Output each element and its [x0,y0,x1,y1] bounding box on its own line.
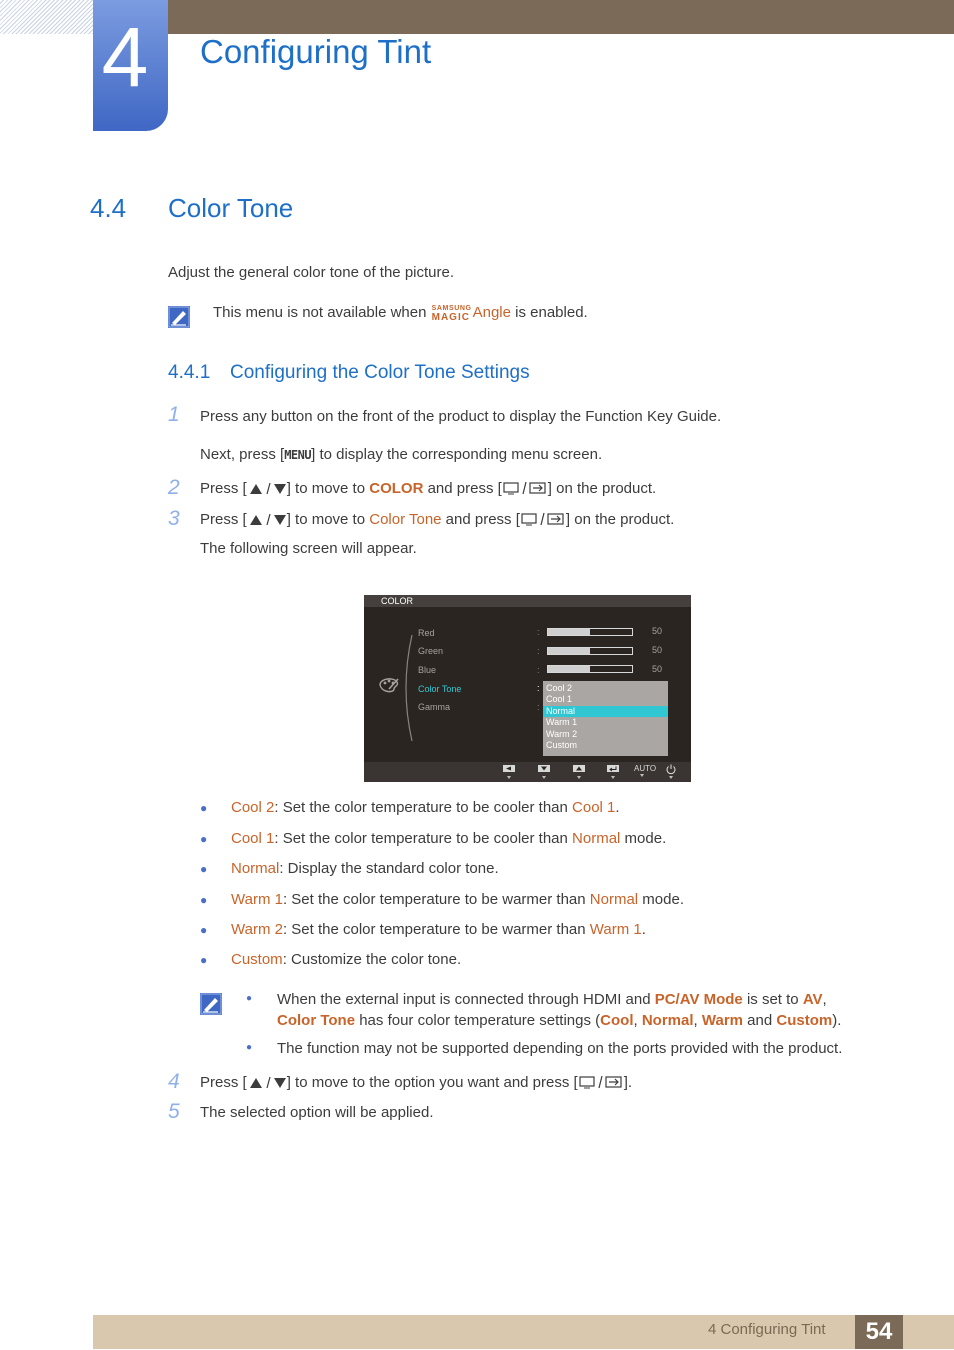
source-enter-icon [578,1075,624,1089]
bullet-term: Normal [231,860,280,877]
bullet-ref: Normal [589,891,639,908]
bullet-term: Warm 2 [231,921,283,938]
section-number: 4.4 [90,193,127,223]
bullet-ref: Warm 1 [589,921,642,938]
osd-colon: : [537,683,540,693]
samsung-magic-logo [432,305,472,322]
green-level-fill [548,648,590,654]
normal-term: Normal [641,1012,694,1029]
subsection-title: Configuring the Color Tone Settings [230,362,530,383]
note-icon [168,306,190,328]
step-3-c: and press [ [441,511,520,528]
magic-bottom: MAGIC [431,312,470,323]
option-warm-2: Warm 2 [546,729,578,739]
subsection-number: 4.4.1 [168,362,211,383]
step-3-number: 3 [168,507,180,530]
header-band [93,0,954,34]
note-icon [200,993,222,1015]
up-button-icon [572,765,586,780]
section-title: Color Tone [168,193,294,223]
green-level-bar [547,647,633,655]
step-2-text [200,480,656,498]
step-2-a: Press [ [200,480,247,497]
osd-item-green: Green [418,646,444,656]
bullet-term: Cool 2 [231,799,275,816]
note-text-after: is enabled. [510,304,588,321]
header-hatch [0,0,93,34]
bullet-desc: : Set the color temperature to be cooler than [274,799,573,816]
bullet-desc: : Set the color temperature to be warmer than [282,921,590,938]
step-2-number: 2 [168,476,180,499]
bullet-end: . [615,799,620,816]
bullet-term: Cool 1 [231,830,275,847]
note2-line-3: The function may not be supported depending on the ports provided with the product. [277,1040,843,1057]
bullet-warm-2 [231,921,646,939]
source-enter-icon [520,512,566,526]
step-3-highlight: Color Tone [369,511,442,528]
green-value: 50 [652,645,663,655]
note2-text: , [822,991,827,1008]
bullet-dot: ● [246,993,253,1004]
osd-colon: : [537,702,540,712]
bullet-end: mode. [620,830,667,847]
bullet-desc: : Display the standard color tone. [279,860,499,877]
osd-item-red: Red [418,628,435,638]
step-1b-before: Next, press [ [200,446,285,463]
enter-button-icon [606,765,620,780]
blue-value: 50 [652,664,663,674]
bullet-dot: ● [200,832,208,846]
auto-arrow-icon [637,773,647,779]
option-custom: Custom [546,740,578,750]
color-tone-dropdown [543,681,668,756]
up-down-arrow-icon [247,482,287,495]
osd-item-blue: Blue [418,665,437,675]
bullet-cool-1 [231,830,666,848]
step-2-b: ] to move to [286,480,370,497]
blue-level-fill [548,666,590,672]
osd-colon: : [537,627,540,637]
step-4-a: Press [ [200,1074,247,1091]
option-cool-1: Cool 1 [546,694,573,704]
step-1-menu [200,446,602,464]
step-5-number: 5 [168,1100,180,1123]
note-text-before: This menu is not available when [213,304,431,321]
osd-function-guide [364,762,691,782]
step-4-c: ]. [623,1074,633,1091]
bullet-warm-1 [231,891,684,909]
option-cool-2: Cool 2 [546,683,573,693]
note2-line-2 [277,1012,841,1030]
bullet-cool-2 [231,799,620,817]
bullet-dot: ● [246,1042,253,1053]
note2-sep: , [633,1012,642,1029]
red-level-fill [548,629,590,635]
left-button-icon [502,765,516,780]
note2-line-1 [277,991,827,1009]
source-enter-icon [502,481,548,495]
bullet-custom [231,951,461,969]
step-4-number: 4 [168,1070,180,1093]
power-button-icon [664,764,678,780]
bullet-end: mode. [638,891,684,908]
bullet-dot: ● [200,893,208,907]
note2-text: When the external input is connected through HDMI and [277,991,655,1008]
step-1b-after: ] to display the corresponding menu screen. [311,446,603,463]
step-1-number: 1 [168,403,180,426]
bullet-desc: : Set the color temperature to be warmer than [282,891,590,908]
up-down-arrow-icon [247,513,287,526]
page-number: 54 [865,1318,893,1345]
step-3-b: ] to move to [286,511,370,528]
step-4-text [200,1074,632,1092]
cool-term: Cool [600,1012,634,1029]
osd-item-gamma: Gamma [418,702,451,712]
warm-term: Warm [701,1012,743,1029]
step-3-d: ] on the product. [565,511,675,528]
osd-colon: : [537,665,540,675]
red-level-bar [547,628,633,636]
step-3-following: The following screen will appear. [200,540,417,557]
option-normal: Normal [543,706,668,717]
angle-label: Angle [472,304,511,321]
osd-menu-screen [364,595,691,782]
av-term: AV [802,991,823,1008]
color-tone-term: Color Tone [277,1012,356,1029]
bullet-ref: Normal [572,830,621,847]
auto-button-label: AUTO [634,764,657,773]
bullet-term: Custom [231,951,283,968]
step-2-highlight: COLOR [369,480,424,497]
osd-header [364,595,691,607]
step-1-text: Press any button on the front of the product to display the Function Key Guide. [200,408,722,425]
step-3-text [200,511,674,529]
bullet-desc: : Customize the color tone. [282,951,462,968]
bullet-dot: ● [200,953,208,967]
option-warm-1: Warm 1 [546,717,578,727]
step-2-c: and press [ [423,480,502,497]
custom-term: Custom [776,1012,833,1029]
footer-chapter-label: 4 Configuring Tint [708,1321,826,1338]
down-button-icon [537,765,551,780]
step-5-text: The selected option will be applied. [200,1104,434,1121]
palette-icon [376,675,402,695]
note2-text: has four color temperature settings ( [355,1012,601,1029]
osd-item-color-tone: Color Tone [418,684,462,694]
intro-text: Adjust the general color tone of the picture. [168,264,455,281]
bullet-dot: ● [200,923,208,937]
osd-title: COLOR [381,596,414,606]
osd-colon: : [537,646,540,656]
chapter-number: 4 [101,10,149,104]
note-unavailable [213,304,588,322]
bullet-end: . [641,921,646,938]
up-down-arrow-icon [247,1076,287,1089]
menu-key: MENU [284,448,312,462]
magic-top: SAMSUNG [431,305,472,312]
note2-sep: , [693,1012,702,1029]
bullet-term: Warm 1 [231,891,283,908]
bullet-normal [231,860,499,878]
step-4-b: ] to move to the option you want and press [ [286,1074,578,1091]
menu-arc [400,633,414,743]
red-value: 50 [652,626,663,636]
bullet-ref: Cool 1 [572,799,616,816]
bullet-dot: ● [200,801,208,815]
note2-text: and [743,1012,777,1029]
step-2-d: ] on the product. [547,480,657,497]
note2-text: is set to [742,991,803,1008]
step-3-a: Press [ [200,511,247,528]
chapter-title: Configuring Tint [200,33,432,70]
bullet-dot: ● [200,862,208,876]
pc-av-mode-term: PC/AV Mode [654,991,743,1008]
note2-text: ). [832,1012,842,1029]
bullet-desc: : Set the color temperature to be cooler than [274,830,573,847]
blue-level-bar [547,665,633,673]
